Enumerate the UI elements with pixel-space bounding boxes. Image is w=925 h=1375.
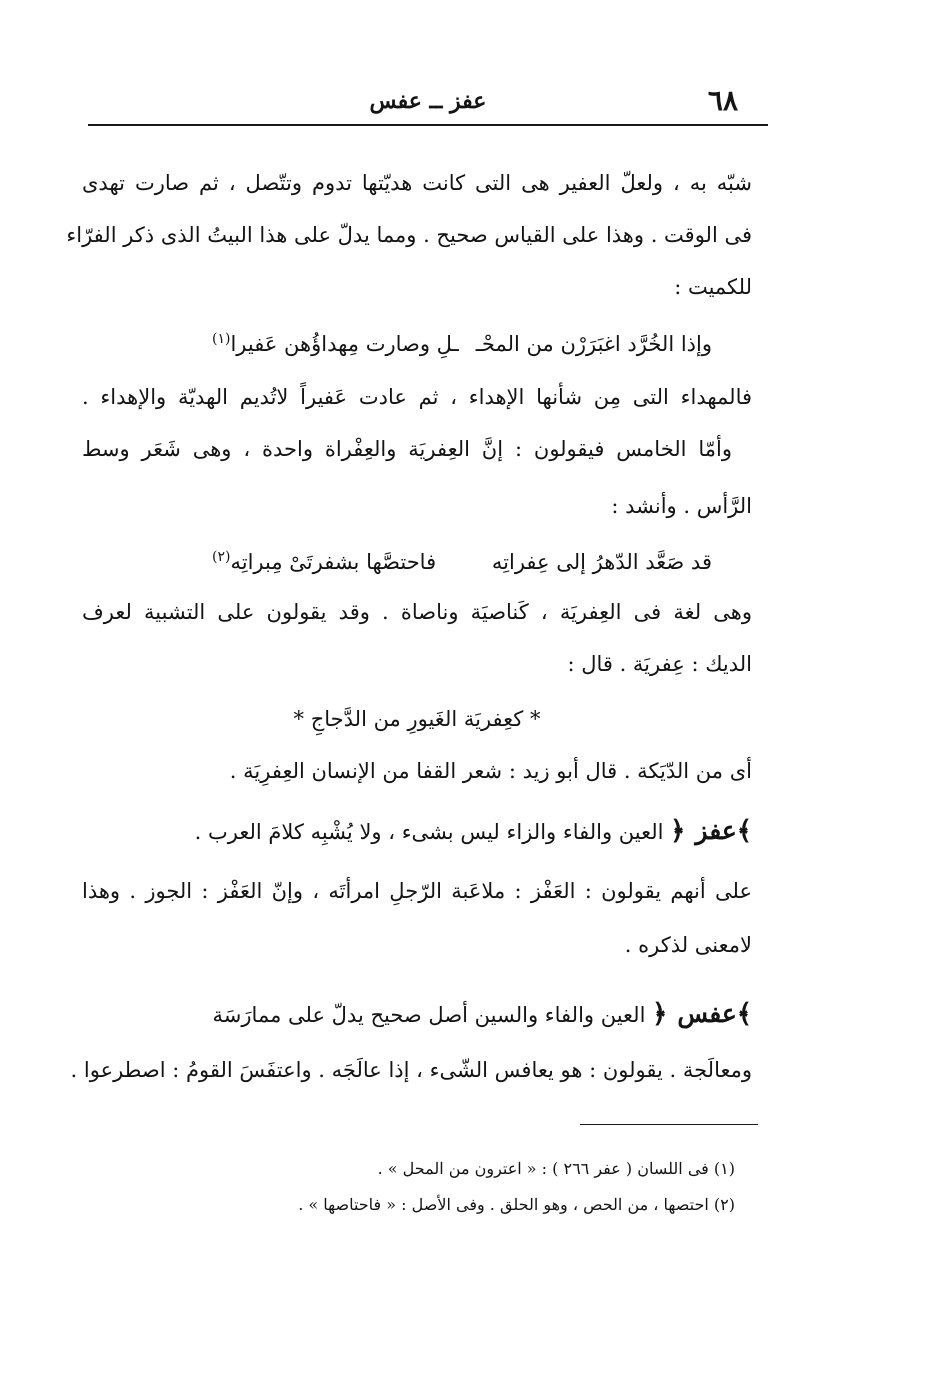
entry-headword: عفس: [677, 999, 737, 1028]
footnote-rule: [580, 1124, 758, 1125]
text-line: الديك : عِفريَة . قال :: [567, 652, 752, 676]
text-line: الرَّأس . وأنشد :: [611, 494, 752, 518]
text-line: وهى لغة فى العِفريَة ، كَناصيَة وناصاة . وقد يقولون على التشبية لعرف: [82, 600, 752, 624]
text-line: أى من الدّيَكة . قال أبو زيد : شعر القفا من الإنسان العِفرِيَة .: [229, 759, 752, 783]
ornate-bracket-open: ﴾: [736, 816, 752, 846]
verse-line: [212, 543, 712, 581]
text-line: للكميت :: [674, 275, 752, 299]
verse-line: [212, 325, 712, 363]
footnote-1: (١) فى اللسان ( عفر ٢٦٦ ) : « اعترون من المحل » .: [377, 1159, 735, 1178]
page-number: ٦٨: [707, 84, 738, 117]
footnote-reference: (١): [212, 331, 231, 347]
entry-afs-line: [82, 995, 752, 1033]
verse-hemistich-first: وإذا الخُرَّد اغبَرَرْن من المحْـ: [475, 332, 712, 356]
text-line: لامعنى لذكره .: [624, 933, 752, 957]
footnote-2: (٢) احتصها ، من الحص ، وهو الحلق . وفى الأصل : « فاحتاصها » .: [298, 1195, 735, 1214]
text-line: وأمّا الخامس فيقولون : إنَّ العِفريَة والعِفْراة واحدة ، وهى شَعَر وسط: [82, 437, 732, 461]
text-line: شبّه به ، ولعلّ العفير هى التى كانت هديّتها تدوم وتتّصل ، ثم صارت تهدى: [82, 171, 752, 195]
verse-hemistich-second: فاحتصَّها بشفرتَىْ مِبراتِه$^{(٢)}$: [212, 549, 437, 574]
text-line: على أنهم يقولون : العَفْز : ملاعَبة الرّجلِ امرأتَه ، وإنّ العَفْز : الجوز . وهذا: [82, 879, 752, 903]
page-header: [88, 78, 768, 122]
text-line: فالمهداء التى مِن شأنها الإهداء ، ثم عادت عَفيراً لاتُديم الهديّة والإهداء .: [82, 385, 752, 409]
ornate-bracket-close: ﴿: [670, 816, 686, 846]
footnote-reference: (٢): [212, 549, 231, 565]
running-title: عفز ــ عفس: [369, 88, 487, 114]
entry-headword: عفز: [695, 816, 737, 845]
ornate-bracket-close: ﴿: [652, 999, 668, 1029]
entry-text: العين والفاء والزاء ليس بشىء ، ولا يُشْبِه كلامَ العرب .: [194, 820, 664, 844]
verse-fragment: * كعِفريَة الغَيورِ من الدَّجاجِ *: [293, 707, 541, 731]
text-line: ومعالَجة . يقولون : هو يعافس الشّىء ، إذا عالَجَه . واعتفَسَ القومُ : اصطرعوا .: [70, 1058, 752, 1082]
verse-hemistich-first: قد صَعَّد الدّهرُ إلى عِفراتِه: [491, 550, 712, 574]
text-line: فى الوقت . وهذا على القياس صحيح . ومما يدلّ على هذا البيتُ الذى ذكر الفرّاء: [66, 223, 752, 247]
ornate-bracket-open: ﴾: [736, 999, 752, 1029]
entry-text: العين والفاء والسين أصل صحيح يدلّ على ممارَسَة: [212, 1003, 646, 1027]
verse-hemistich-second: ـلِ وصارت مِهداؤُهن عَفيرا$^{(١)}$: [212, 331, 459, 356]
header-rule: [88, 124, 768, 126]
entry-afz-line: [82, 812, 752, 850]
